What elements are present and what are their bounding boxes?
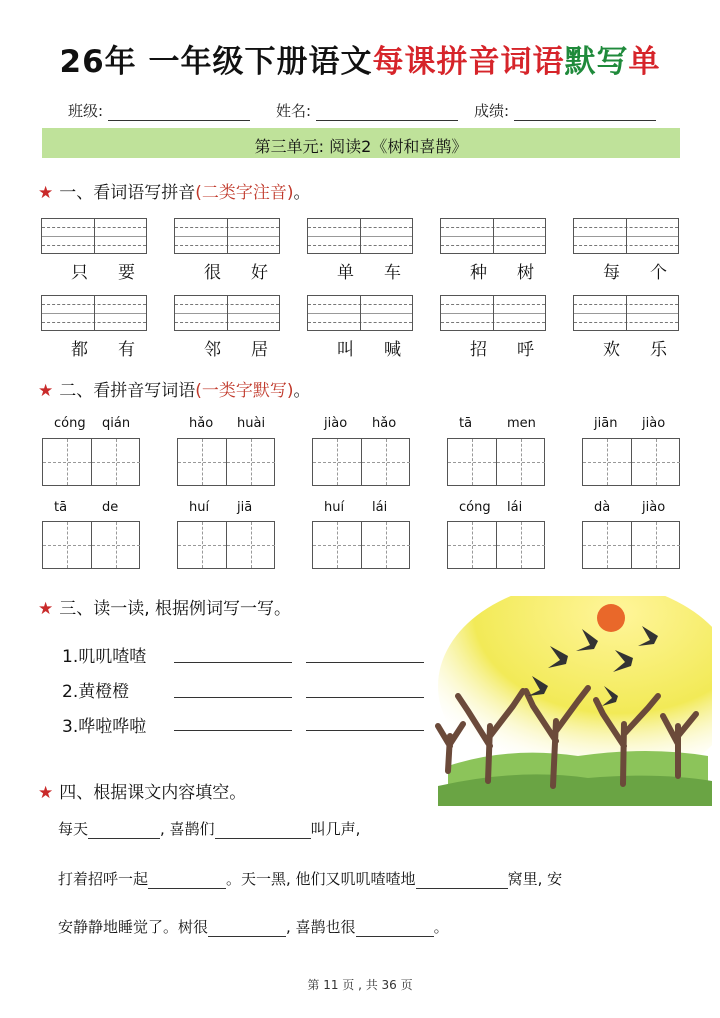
page-title [0,36,720,81]
class-field [68,100,250,121]
text: , 喜鹊们 [160,820,215,838]
section2-heading [38,376,311,401]
pinyin-label: de [102,500,119,515]
section4-title: 四、根据课文内容填空。 [59,783,247,803]
title-part-pinyin-words: 每课拼音词语 [372,44,565,80]
word-label: 只要 [71,263,165,283]
pinyin-writing-box[interactable] [41,295,147,331]
pinyin-label: lái [507,500,523,515]
star-icon: ★ [38,381,54,401]
text: 打着招呼一起 [58,870,149,888]
answer-line[interactable] [174,730,292,731]
word-label: 很好 [204,263,298,283]
character-writing-box[interactable] [447,438,545,486]
character-writing-box[interactable] [582,438,680,486]
answer-line[interactable] [174,662,292,663]
section1-title: 一、看词语写拼音 [59,183,196,203]
word-label: 叫喊 [337,340,431,360]
character-writing-box[interactable] [177,521,275,569]
text: 每天 [58,820,89,838]
text: 窝里, 安 [507,870,563,888]
pinyin-writing-box[interactable] [41,218,147,254]
character-writing-box[interactable] [312,438,410,486]
example-item-1: 1.叽叽喳喳 [62,647,147,667]
blank[interactable] [148,872,226,889]
word-label: 每个 [603,263,697,283]
pinyin-label: jiào [324,416,348,431]
name-input-line[interactable] [316,104,458,121]
pinyin-label: jiā [237,500,253,515]
title-part-dictation: 默写 [564,44,629,80]
section1-heading [38,178,311,203]
section3-title: 三、读一读, 根据例词写一写。 [59,599,292,619]
star-icon: ★ [38,783,54,803]
word-label: 邻居 [204,340,298,360]
word-label: 种树 [470,263,564,283]
pinyin-writing-box[interactable] [573,218,679,254]
answer-line[interactable] [306,730,424,731]
section3-heading [38,594,291,619]
pinyin-label: dà [594,500,611,515]
fill-line-1 [58,818,360,839]
pinyin-label: jiào [642,500,666,515]
trees-magpies-illustration [428,596,712,806]
page-footer: 第 11 页 , 共 36 页 [307,978,413,992]
text: 叫几声, [310,820,361,838]
blank[interactable] [88,822,160,839]
section2-title: 二、看拼音写词语 [59,381,196,401]
pinyin-label: cóng [54,416,86,431]
example-item-2: 2.黄橙橙 [62,682,130,702]
blank[interactable] [208,920,286,937]
pinyin-label: huài [237,416,266,431]
pinyin-label: huí [324,500,345,515]
pinyin-label: tā [459,416,473,431]
unit-title: 第三单元: 阅读2《树和喜鹊》 [254,137,468,156]
pinyin-label: jiān [594,416,618,431]
character-writing-box[interactable] [42,438,140,486]
text: , 喜鹊也很 [286,918,356,936]
pinyin-writing-box[interactable] [307,218,413,254]
pinyin-writing-box[interactable] [174,218,280,254]
star-icon: ★ [38,183,54,203]
score-field [474,100,656,121]
title-part-sheet: 单 [628,44,661,80]
example-item-3: 3.哗啦哗啦 [62,717,147,737]
pinyin-label: qián [102,416,131,431]
pinyin-label: jiào [642,416,666,431]
blank[interactable] [416,872,508,889]
star-icon: ★ [38,599,54,619]
section4-heading [38,778,246,803]
section2-note: (一类字默写) [195,381,294,401]
pinyin-writing-box[interactable] [307,295,413,331]
text: 安静静地睡觉了。树很 [58,918,209,936]
character-writing-box[interactable] [312,521,410,569]
score-input-line[interactable] [514,104,656,121]
character-writing-box[interactable] [177,438,275,486]
word-label: 招呼 [470,340,564,360]
text: 。 [433,918,449,936]
score-label: 成绩: [474,102,510,120]
fill-line-2 [58,868,562,889]
blank[interactable] [215,822,311,839]
word-label: 单车 [337,263,431,283]
answer-line[interactable] [306,662,424,663]
fill-line-3 [58,916,449,937]
pinyin-label: cóng [459,500,491,515]
pinyin-writing-box[interactable] [573,295,679,331]
pinyin-label: lái [372,500,388,515]
pinyin-label: huí [189,500,210,515]
word-label: 欢乐 [603,340,697,360]
character-writing-box[interactable] [447,521,545,569]
section1-end: 。 [293,183,311,203]
pinyin-writing-box[interactable] [440,295,546,331]
name-label: 姓名: [276,102,312,120]
pinyin-label: tā [54,500,68,515]
blank[interactable] [356,920,434,937]
answer-line[interactable] [306,697,424,698]
character-writing-box[interactable] [582,521,680,569]
section1-note: (二类字注音) [195,183,294,203]
text: 。天一黑, 他们又叽叽喳喳地 [226,870,416,888]
pinyin-label: hǎo [372,416,397,431]
character-writing-box[interactable] [42,521,140,569]
pinyin-label: men [507,416,536,431]
pinyin-writing-box[interactable] [440,218,546,254]
section2-end: 。 [293,381,311,401]
pinyin-writing-box[interactable] [174,295,280,331]
class-label: 班级: [68,102,104,120]
name-field [276,100,458,121]
pinyin-label: hǎo [189,416,214,431]
class-input-line[interactable] [108,104,250,121]
word-label: 都有 [71,340,165,360]
title-part-grade: 26年 一年级下册语文 [59,44,373,80]
answer-line[interactable] [174,697,292,698]
